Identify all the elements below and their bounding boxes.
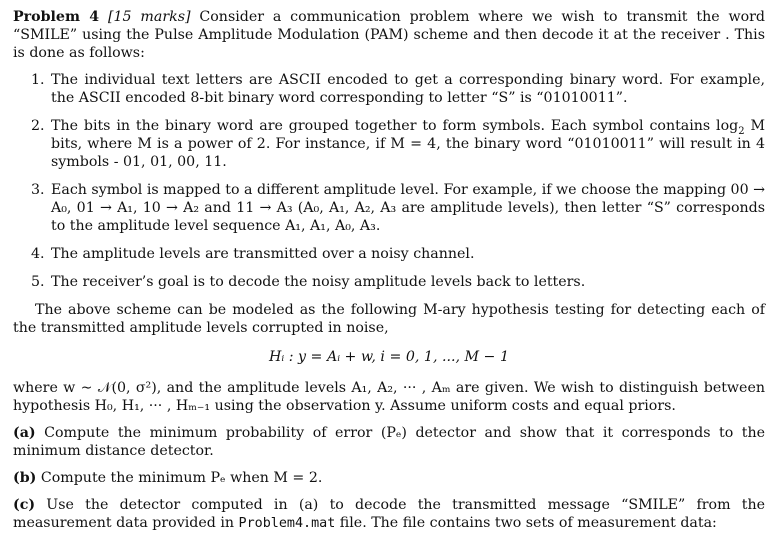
part-a	[13, 424, 765, 460]
part-c-label: (c)	[13, 497, 36, 513]
step-text: Each symbol is mapped to a different amplitude level. For example, if we choose the mapping 00 → A₀, 01 → A₁, 10 → A₂ and 11 → A₃ (A₀, A₁, A₂, A₃ are amplitude levels), then letter “S” corresponds to the amplitude level sequence A₁, A₁, A₀, A₃.	[51, 182, 765, 234]
step-text: The receiver’s goal is to decode the noisy amplitude levels back to letters.	[51, 274, 586, 290]
part-c-text: Use the detector computed in (a) to decode the transmitted message “SMILE” from the measurement data provided in	[13, 497, 765, 531]
part-b-label: (b)	[13, 470, 37, 486]
step-number: 3.	[31, 182, 45, 198]
problem-intro-text: Consider a communication problem where we wish to transmit the word “SMILE” using the Pulse Amplitude Modulation (PAM) scheme and then decode it at the receiver . This is done as follows:	[13, 9, 766, 61]
list-item	[13, 181, 765, 235]
step-text: The amplitude levels are transmitted over a noisy channel.	[51, 246, 475, 262]
step-number: 2.	[31, 118, 45, 134]
part-b	[13, 469, 765, 487]
log-base: 2	[738, 125, 745, 137]
step-text: The individual text letters are ASCII encoded to get a corresponding binary word. For example, the ASCII encoded 8-bit binary word corresponding to letter “S” is “01010011”.	[51, 72, 765, 106]
list-item	[13, 273, 765, 291]
where-paragraph: where w ∼ 𝒩(0, σ²), and the amplitude levels A₁, A₂, ··· , Aₘ are given. We wish to distinguish between hypothesis H₀, H₁, ··· , Hₘ₋₁ using the observation y. Assume uniform costs and equal priors.	[13, 380, 765, 414]
step-number: 5.	[31, 274, 45, 290]
steps-list	[13, 71, 765, 291]
step-number: 4.	[31, 246, 45, 262]
list-item	[13, 117, 765, 171]
problem-marks: [15 marks]	[107, 9, 191, 25]
hypothesis-equation: Hᵢ : y = Aᵢ + w, i = 0, 1, ..., M − 1	[269, 349, 509, 365]
part-b-text: Compute the minimum Pₑ when M = 2.	[40, 470, 323, 486]
part-c	[13, 496, 765, 533]
part-a-text: Compute the minimum probability of error (Pₑ) detector and show that it corresponds to the minimum distance detector.	[13, 425, 766, 459]
problem-label: Problem 4	[13, 9, 100, 25]
data-filename: Problem4.mat	[238, 516, 336, 531]
part-a-label: (a)	[13, 425, 36, 441]
step-text-cont: M bits, where M is a power of 2. For instance, if M = 4, the binary word “01010011” will result in 4 symbols - 01, 01, 00, 11.	[51, 118, 766, 170]
problem-intro	[13, 8, 765, 62]
list-item	[13, 245, 765, 263]
part-c-text-cont: file. The file contains two sets of measurement data:	[335, 515, 717, 531]
step-number: 1.	[31, 72, 45, 88]
step-text: The bits in the binary word are grouped together to form symbols. Each symbol contains log	[51, 118, 739, 134]
model-paragraph: The above scheme can be modeled as the following M-ary hypothesis testing for detecting each of the transmitted amplitude levels corrupted in noise,	[13, 302, 765, 336]
list-item	[13, 71, 765, 107]
